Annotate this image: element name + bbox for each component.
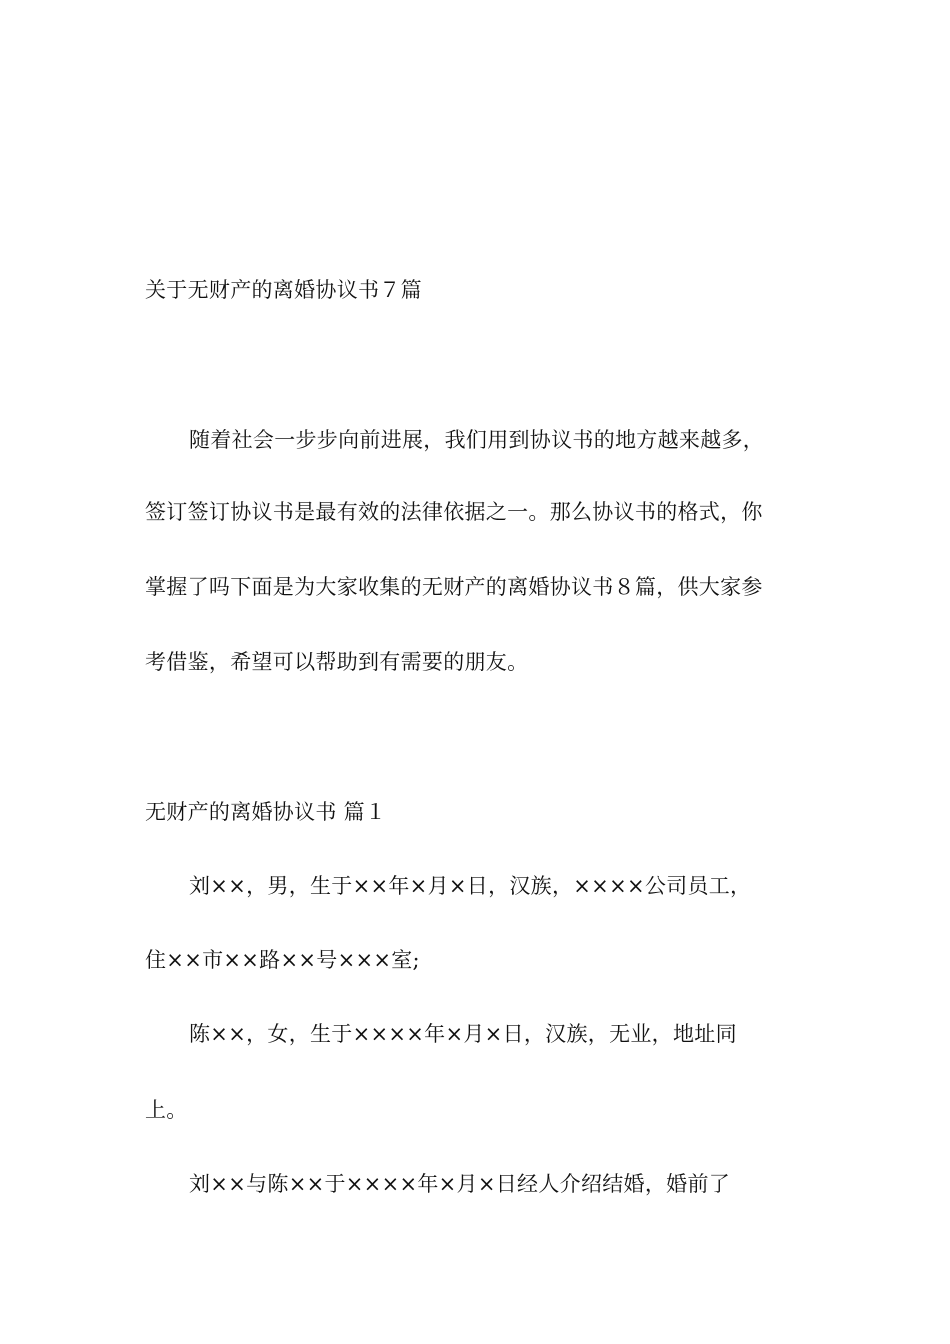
body-line-1: 刘××，男，生于××年×月×日，汉族，××××公司员工， [189,874,752,898]
body-line-4: 上。 [145,1098,188,1122]
body-line-2: 住××市××路××号×××室; [145,948,420,972]
intro-line-1: 随着社会一步步向前进展，我们用到协议书的地方越来越多， [189,428,765,452]
body-line-5: 刘××与陈××于××××年×月×日经人介绍结婚，婚前了 [189,1172,731,1196]
intro-line-4: 考借鉴，希望可以帮助到有需要的朋友。 [145,650,529,674]
intro-line-3: 掌握了吗下面是为大家收集的无财产的离婚协议书８篇，供大家参 [145,575,763,599]
document-title: 关于无财产的离婚协议书７篇 [145,278,422,302]
body-line-3: 陈××，女，生于××××年×月×日，汉族，无业，地址同 [189,1022,737,1046]
section-heading: 无财产的离婚协议书 篇１ [145,800,387,824]
intro-line-2: 签订签订协议书是最有效的法律依据之一。那么协议书的格式，你 [145,500,763,524]
